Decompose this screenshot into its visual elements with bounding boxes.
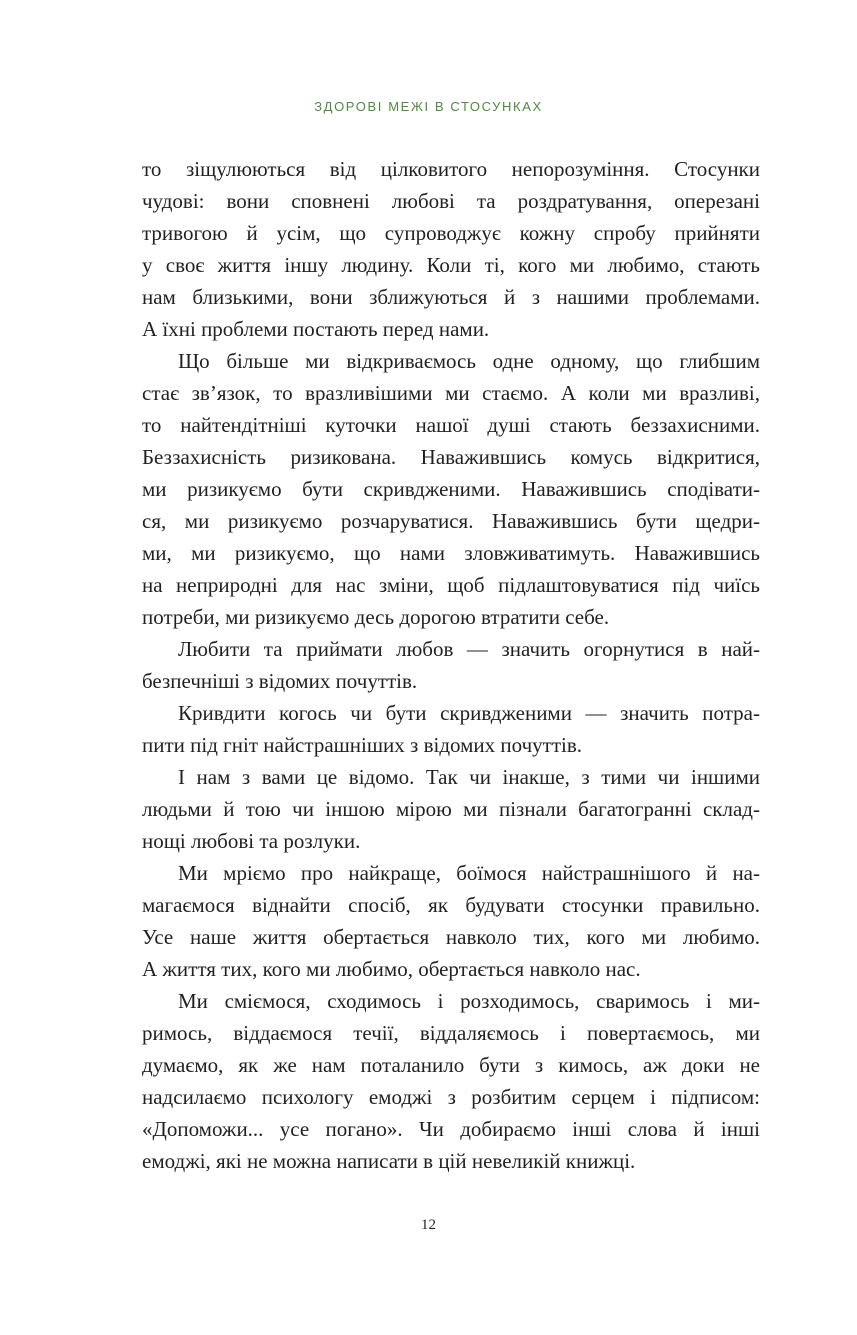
text-line: Кривдити когось чи бути скривдженими — значить потра-	[178, 701, 760, 725]
page-number: 12	[421, 1217, 436, 1233]
text-line: магаємося віднайти спосіб, як будувати стосунки правильно.	[142, 893, 760, 917]
text-line: то найтендітніші куточки нашої душі стають беззахисними.	[142, 413, 760, 437]
text-line: стає зв’язок, то вразливішими ми стаємо. А коли ми вразливі,	[142, 381, 760, 405]
text-line: на неприродні для нас зміни, щоб підлаштовуватися під чиїсь	[142, 573, 760, 597]
text-line: Усе наше життя обертається навколо тих, кого ми любимо.	[142, 925, 760, 949]
body-text	[142, 153, 760, 1177]
text-line: людьми й тою чи іншою мірою ми пізнали багатогранні склад-	[142, 797, 760, 821]
text-line: тривогою й усім, що супроводжує кожну спробу прийняти	[142, 221, 760, 245]
text-line: Ми мріємо про найкраще, боїмося найстрашнішого й на-	[178, 861, 760, 885]
text-line: А їхні проблеми постають перед нами.	[142, 317, 490, 341]
text-line: римось, віддаємося течії, віддаляємось і повертаємось, ми	[142, 1021, 760, 1045]
text-line: І нам з вами це відомо. Так чи інакше, з тими чи іншими	[178, 765, 760, 789]
text-line: ми ризикуємо бути скривдженими. Наважившись сподівати-	[142, 477, 760, 501]
text-line: емоджі, які не можна написати в цій невеликій книжці.	[142, 1149, 636, 1173]
text-line: у своє життя іншу людину. Коли ті, кого ми любимо, стають	[142, 253, 760, 277]
text-line: «Допоможи... усе погано». Чи добираємо інші слова й інші	[142, 1117, 760, 1141]
text-line: потреби, ми ризикуємо десь дорогою втратити себе.	[142, 605, 610, 629]
paragraph-6	[142, 857, 760, 985]
text-line: безпечніші з відомих почуттів.	[142, 669, 418, 693]
paragraph-1	[142, 153, 760, 345]
text-line: то зіщулюються від цілковитого непорозуміння. Стосунки	[142, 157, 760, 181]
text-line: ми, ми ризикуємо, що нами зловживатимуть. Наважившись	[142, 541, 760, 565]
text-line: Ми сміємося, сходимось і розходимось, сваримось і ми-	[178, 989, 760, 1013]
text-line: чудові: вони сповнені любові та роздратування, оперезані	[142, 189, 760, 213]
paragraph-4	[142, 697, 760, 761]
text-line: Що більше ми відкриваємось одне одному, що глибшим	[178, 349, 760, 373]
text-line: ся, ми ризикуємо розчаруватися. Наважившись бути щедри-	[142, 509, 760, 533]
text-line: нощі любові та розлуки.	[142, 829, 361, 853]
text-line: нам близькими, вони зближуються й з нашими проблемами.	[142, 285, 760, 309]
paragraph-5	[142, 761, 760, 857]
paragraph-7	[142, 985, 760, 1177]
text-line: думаємо, як же нам поталанило бути з кимось, аж доки не	[142, 1053, 760, 1077]
text-line: Любити та приймати любов — значить огорнутися в най-	[178, 637, 760, 661]
paragraph-2	[142, 345, 760, 633]
text-line: надсилаємо психологу емоджі з розбитим серцем і підписом:	[142, 1085, 760, 1109]
text-line: пити під гніт найстрашніших з відомих почуттів.	[142, 733, 583, 757]
running-header: ЗДОРОВІ МЕЖІ В СТОСУНКАХ	[314, 99, 543, 114]
text-line: А життя тих, кого ми любимо, обертається навколо нас.	[142, 957, 641, 981]
paragraph-3	[142, 633, 760, 697]
text-line: Беззахисність ризикована. Наважившись комусь відкритися,	[142, 445, 760, 469]
